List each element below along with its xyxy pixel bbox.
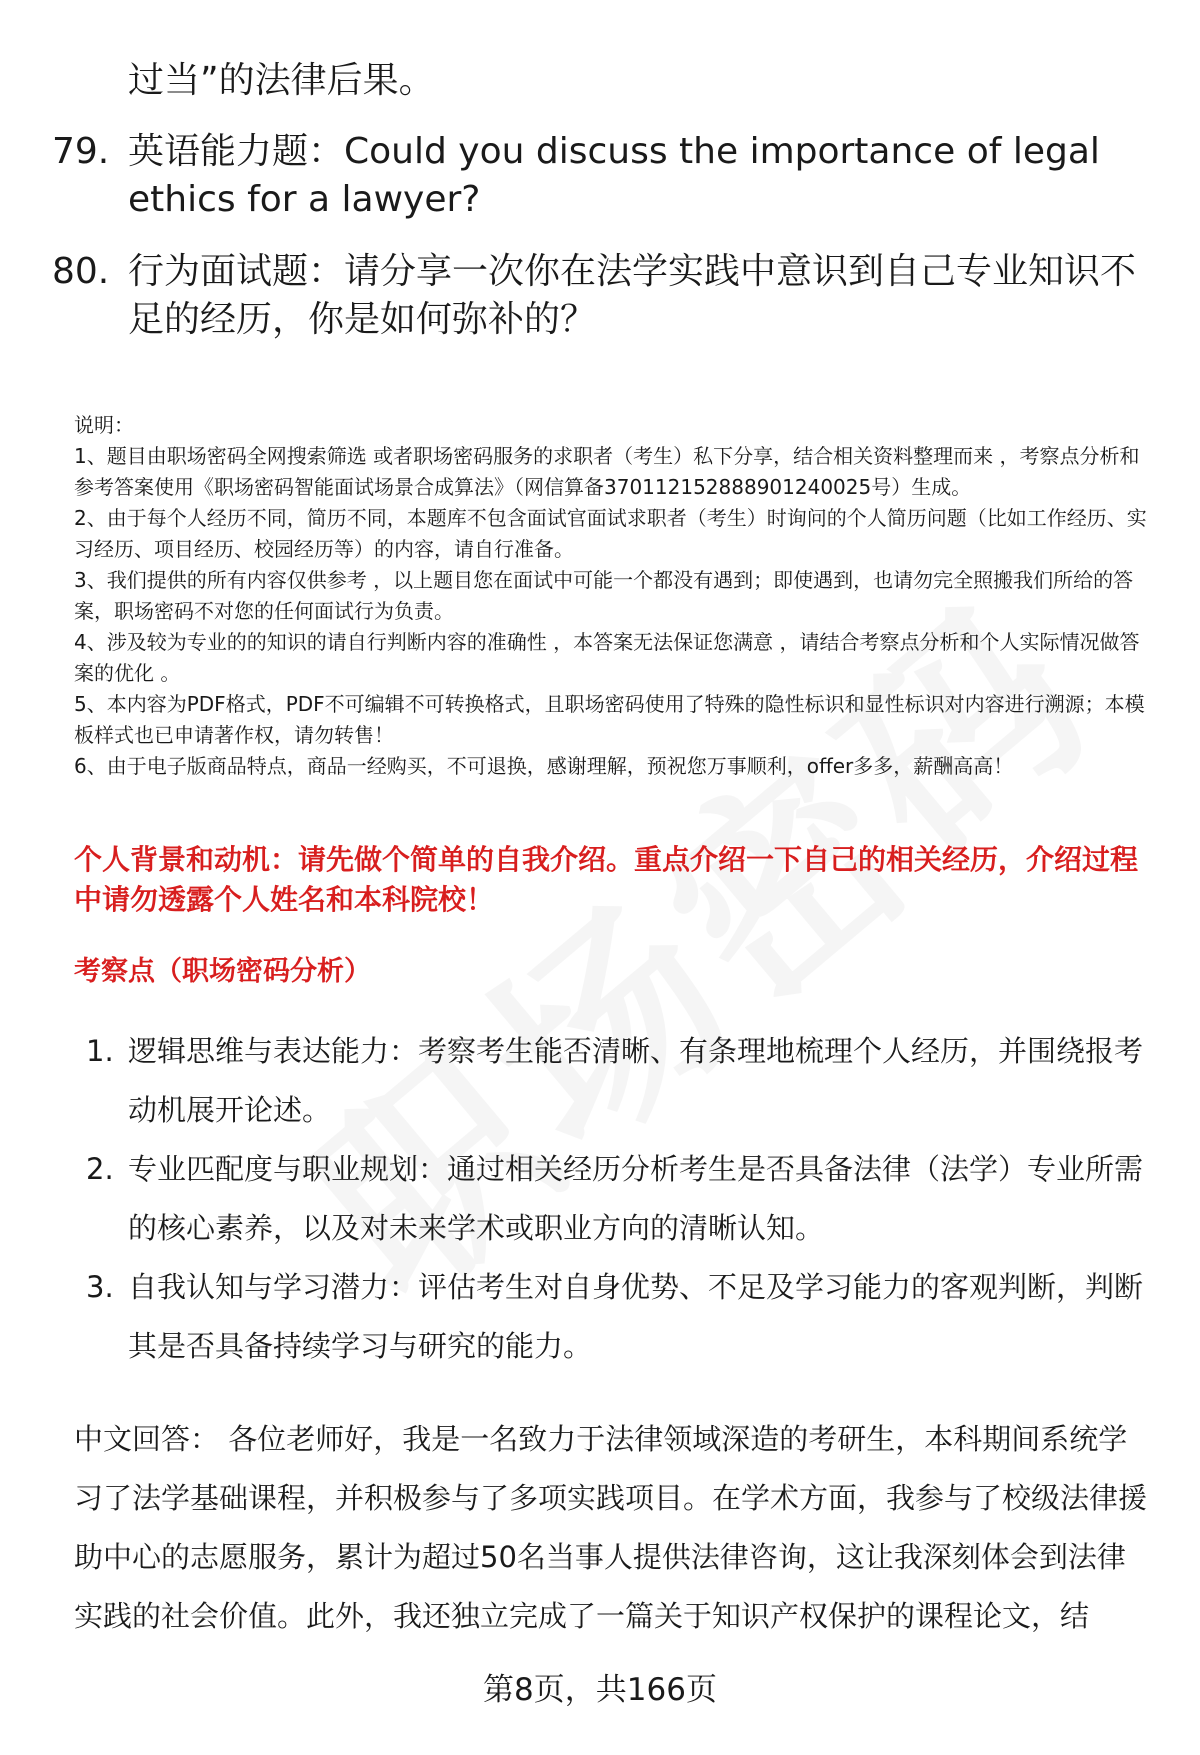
key-point-text: 自我认知与学习潜力：评估考生对自身优势、不足及学习能力的客观判断，判断其是否具备持续学习与研究的能力。 bbox=[128, 1270, 1144, 1363]
page-footer: 第8页，共166页 bbox=[483, 1672, 717, 1708]
question-number: 80. bbox=[52, 251, 110, 292]
key-point-number: 3. bbox=[86, 1270, 114, 1304]
question-text: 行为面试题：请分享一次你在法学实践中意识到自己专业知识不足的经历，你是如何弥补的？ bbox=[128, 251, 1137, 340]
note-item: 4、涉及较为专业的的知识的请自行判断内容的准确性 ，本答案无法保证您满意 ，请结合考察点分析和个人实际情况做答案的优化 。 bbox=[74, 630, 1140, 685]
key-point-number: 2. bbox=[86, 1152, 114, 1186]
question-78-tail: 过当”的法律后果。 bbox=[128, 60, 435, 101]
question-text: 英语能力题：Could you discuss the importance of legal ethics for a lawyer? bbox=[128, 131, 1100, 220]
note-item: 2、由于每个人经历不同，简历不同，本题库不包含面试官面试求职者（考生）时询问的个人简历问题（比如工作经历、实习经历、项目经历、校园经历等）的内容，请自行准备。 bbox=[74, 506, 1147, 561]
answer-text: 中文回答： 各位老师好，我是一名致力于法律领域深造的考研生，本科期间系统学习了法学基础课程，并积极参与了多项实践项目。在学术方面，我参与了校级法律援助中心的志愿服务，累计为超过50名当事人提供法律咨询，这让我深刻体会到法律实践的社会价值。此外，我还独立完成了一篇关于知识产权保护的课程论文，结 bbox=[74, 1422, 1148, 1633]
question-number: 79. bbox=[52, 131, 110, 172]
background-question: 个人背景和动机：请先做个简单的自我介绍。重点介绍一下自己的相关经历，介绍过程中请勿透露个人姓名和本科院校！ bbox=[74, 843, 1139, 916]
note-item: 6、由于电子版商品特点，商品一经购买，不可退换，感谢理解，预祝您万事顺利，offer多多，薪酬高高！ bbox=[74, 754, 1014, 778]
note-item: 5、本内容为PDF格式，PDF不可编辑不可转换格式，且职场密码使用了特殊的隐性标识和显性标识对内容进行溯源；本模板样式也已申请著作权，请勿转售！ bbox=[74, 692, 1145, 747]
note-item: 1、题目由职场密码全网搜索筛选 或者职场密码服务的求职者（考生）私下分享，结合相关资料整理而来 ，考察点分析和参考答案使用《职场密码智能面试场景合成算法》（网信算备370112152888901240025号）生成。 bbox=[74, 444, 1140, 499]
notes-section bbox=[74, 410, 1154, 782]
note-item: 3、我们提供的所有内容仅供参考 ，以上题目您在面试中可能一个都没有遇到；即使遇到，也请勿完全照搬我们所给的答案，职场密码不对您的任何面试行为负责。 bbox=[74, 568, 1134, 623]
key-point-number: 1. bbox=[86, 1034, 114, 1068]
key-point-text: 专业匹配度与职业规划：通过相关经历分析考生是否具备法律（法学）专业所需的核心素养，以及对未来学术或职业方向的清晰认知。 bbox=[128, 1152, 1144, 1245]
key-points-title: 考察点（职场密码分析） bbox=[74, 956, 371, 987]
notes-title: 说明： bbox=[74, 413, 134, 437]
key-point-text: 逻辑思维与表达能力：考察考生能否清晰、有条理地梳理个人经历，并围绕报考动机展开论述。 bbox=[128, 1034, 1144, 1127]
